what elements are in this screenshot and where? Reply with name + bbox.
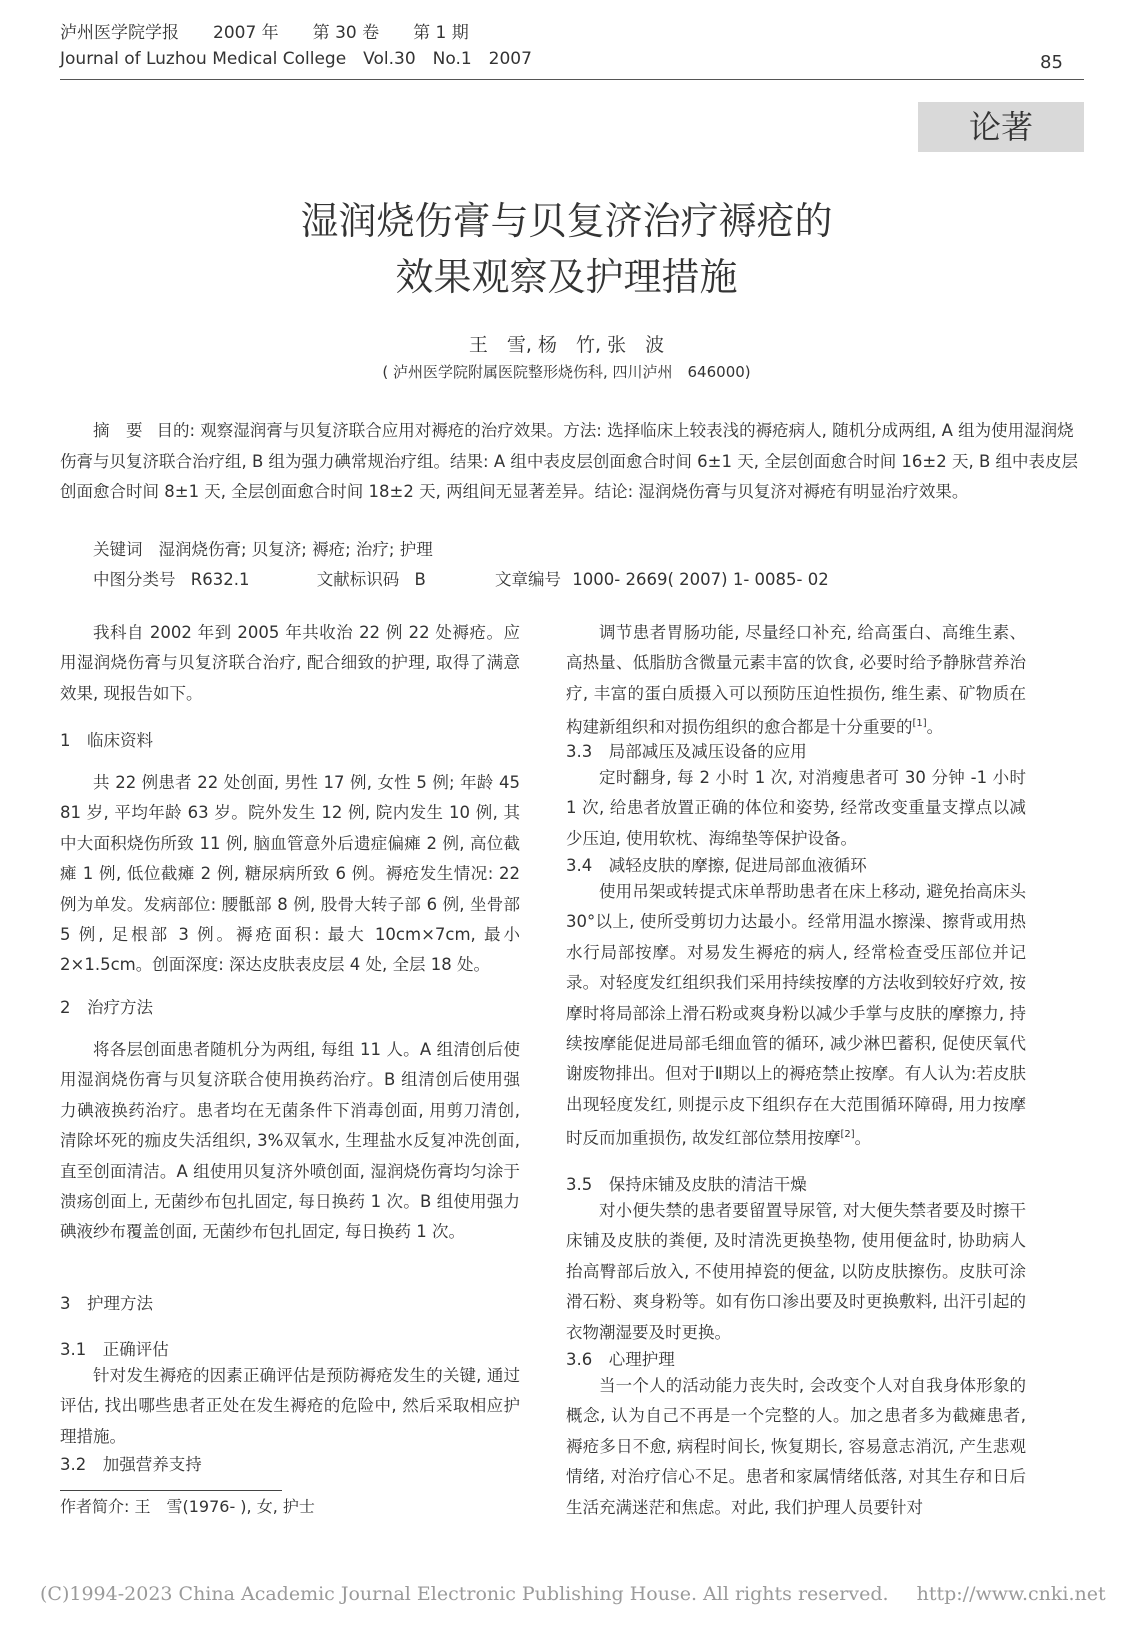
authors: 王 雪, 杨 竹, 张 波 [468, 334, 665, 356]
article-number-label: 文章编号 [495, 570, 562, 589]
page-number: 85 [1040, 52, 1063, 73]
section-3-6-paragraph: 当一个人的活动能力丧失时, 会改变个人对自我身体形象的概念, 认为自己不再是一个完整的人。加之患者多为截瘫患者, 褥疮多日不愈, 病程时间长, 恢复期长, 容易意志消沉, 产生悲观情绪, 对治疗信心不足。患者和家属情绪低落, 对其生存和日后生活充满迷茫和焦虑。对此, 我们护理人员要针对 [566, 1376, 1026, 1517]
section-1-paragraph: 共 22 例患者 22 处创面, 男性 17 例, 女性 5 例; 年龄 45 81 岁, 平均年龄 63 岁。院外发生 12 例, 院内发生 10 例, 其中大面积烧伤所致 11 例, 脑血管意外后遗症偏瘫 2 例, 高位截瘫 1 例, 低位截瘫 2 例, 糖尿病所致 6 例。褥疮发生情况: 22 例为单发。发病部位: 腰骶部 8 例, 股骨大转子部 6 例, 坐骨部 5 例, 足根部 3 例。褥疮面积: 最大 10cm×7cm, 最小 2×1.5cm。创面深度: 深达皮肤表皮层 4 处, 全层 18 处。 [60, 773, 520, 975]
section-3-2-title: 3.2 加强营养支持 [60, 1455, 202, 1474]
citation-1: [1] [912, 718, 927, 730]
section-3-5-paragraph: 对小便失禁的患者要留置导尿管, 对大便失禁者要及时擦干床铺及皮肤的粪便, 及时清洗更换垫物, 使用便盆时, 协助病人抬高臀部后放入, 不使用掉瓷的便盆, 以防皮肤擦伤。皮肤可涂滑石粉、爽身粉等。如有伤口渗出要及时更换敷料, 出汗引起的衣物潮湿要及时更换。 [566, 1201, 1026, 1342]
clc-value: R632.1 [190, 570, 250, 589]
keywords [60, 535, 1084, 566]
copyright-footer [40, 1583, 1106, 1605]
section-3-6-body [566, 1371, 1026, 1523]
abstract-text: 目的: 观察湿润膏与贝复济联合应用对褥疮的治疗效果。方法: 选择临床上较表浅的褥疮病人, 随机分成两组, A 组为使用湿润烧伤膏与贝复济联合治疗组, B 组为强力碘常规治疗组。结果: A 组中表皮层创面愈合时间 6±1 天, 全层创面愈合时间 16±2 天, B 组中表皮层创面愈合时间 8±1 天, 全层创面愈合时间 18±2 天, 两组间无显著差异。结论: 湿润烧伤膏与贝复济对褥疮有明显治疗效果。 [60, 421, 1079, 501]
section-3-5-body [566, 1196, 1026, 1348]
section-3-6-title: 3.6 心理护理 [566, 1350, 675, 1369]
article-title-line-1: 湿润烧伤膏与贝复济治疗褥疮的 [300, 199, 833, 243]
section-3-4-body [566, 877, 1026, 1154]
section-2-body [60, 1035, 520, 1248]
section-2-title: 2 治疗方法 [60, 998, 153, 1017]
doc-code-label: 文献标识码 [316, 570, 400, 589]
section-3-2-continued: 调节患者胃肠功能, 尽量经口补充, 给高蛋白、高维生素、高热量、低脂肪含微量元素丰富的饮食, 必要时给予静脉营养治疗, 丰富的蛋白质摄入可以预防压迫性损伤, 维生素、矿物质在构建新组织和对损伤组织的愈合都是十分重要的[1]。 [566, 623, 1026, 737]
keywords-text: 湿润烧伤膏; 贝复济; 褥疮; 治疗; 护理 [158, 540, 433, 559]
article-number-value: 1000- 2669( 2007) 1- 0085- 02 [572, 570, 829, 589]
journal-header-en: Journal of Luzhou Medical College Vol.30 No.1 2007 [60, 49, 532, 69]
classification-line [60, 565, 1084, 596]
right-column-top [566, 618, 1026, 743]
section-2-paragraph: 将各层创面患者随机分为两组, 每组 11 人。A 组清创后使用湿润烧伤膏与贝复济联合使用换药治疗。B 组清创后使用强力碘液换药治疗。患者均在无菌条件下消毒创面, 用剪刀清创, 清除坏死的痂皮失活组织, 3%双氧水, 生理盐水反复冲洗创面, 直至创面清洁。A 组使用贝复济外喷创面, 湿润烧伤膏均匀涂于溃疡创面上, 无菌纱布包扎固定, 每日换药 1 次。B 组使用强力碘液纱布覆盖创面, 无菌纱布包扎固定, 每日换药 1 次。 [60, 1040, 520, 1242]
abstract-label: 摘 要 [93, 421, 143, 440]
keywords-label: 关键词 [93, 540, 143, 559]
footnote-rule [60, 1490, 282, 1491]
citation-2: [2] [840, 1129, 855, 1141]
section-1-body [60, 768, 520, 981]
section-3-4-title: 3.4 减轻皮肤的摩擦, 促进局部血液循环 [566, 856, 867, 875]
journal-header-cn: 泸州医学院学报 2007 年 第 30 卷 第 1 期 [60, 23, 469, 43]
abstract [60, 416, 1084, 508]
copyright-text: (C)1994-2023 China Academic Journal Electronic Publishing House. All rights reserved. [40, 1583, 889, 1605]
section-3-3-title: 3.3 局部减压及减压设备的应用 [566, 742, 807, 761]
section-3-3-paragraph: 定时翻身, 每 2 小时 1 次, 对消瘦患者可 30 分钟 -1 小时 1 次, 给患者放置正确的体位和姿势, 经常改变重量支撑点以减少压迫, 使用软枕、海绵垫等保护设备。 [566, 768, 1026, 848]
section-3-4-paragraph: 使用吊架或转提式床单帮助患者在床上移动, 避免抬高床头 30°以上, 使所受剪切力达最小。经常用温水擦澡、擦背或用热水行局部按摩。对易发生褥疮的病人, 经常检查受压部位并记录。对轻度发红组织我们采用持续按摩的方法收到较好疗效, 按摩时将局部涂上滑石粉或爽身粉以减少手掌与皮肤的摩擦力, 持续按摩能促进局部毛细血管的循环, 减少淋巴蓄积, 促使厌氧代谢废物排出。但对于Ⅱ期以上的褥疮禁止按摩。有人认为:若皮肤出现轻度发红, 则提示皮下组织存在大范围循环障碍, 用力按摩时反而加重损伤, 故发红部位禁用按摩[2]。 [566, 882, 1026, 1148]
section-3-1-paragraph: 针对发生褥疮的因素正确评估是预防褥疮发生的关键, 通过评估, 找出哪些患者正处在发生褥疮的危险中, 然后采取相应护理措施。 [60, 1366, 520, 1446]
article-title-line-2: 效果观察及护理措施 [395, 255, 738, 299]
intro-paragraph: 我科自 2002 年到 2005 年共收治 22 例 22 处褥疮。应用湿润烧伤膏与贝复济联合治疗, 配合细致的护理, 取得了满意效果, 现报告如下。 [60, 623, 520, 703]
author-note: 作者简介: 王 雪(1976- ), 女, 护士 [60, 1497, 315, 1516]
section-1-title: 1 临床资料 [60, 731, 153, 750]
section-badge: 论著 [918, 102, 1084, 152]
header-rule [60, 79, 1084, 80]
affiliation: ( 泸州医学院附属医院整形烧伤科, 四川泸州 646000) [382, 363, 751, 381]
section-3-title: 3 护理方法 [60, 1294, 153, 1313]
section-3-3-body [566, 763, 1026, 854]
clc-label: 中图分类号 [93, 570, 176, 589]
section-3-5-title: 3.5 保持床铺及皮肤的清洁干燥 [566, 1175, 807, 1194]
section-3-1-body [60, 1361, 520, 1452]
cnki-url: http://www.cnki.net [916, 1583, 1106, 1605]
section-3-1-title: 3.1 正确评估 [60, 1340, 169, 1359]
left-column-intro [60, 618, 520, 709]
doc-code-value: B [414, 570, 426, 589]
